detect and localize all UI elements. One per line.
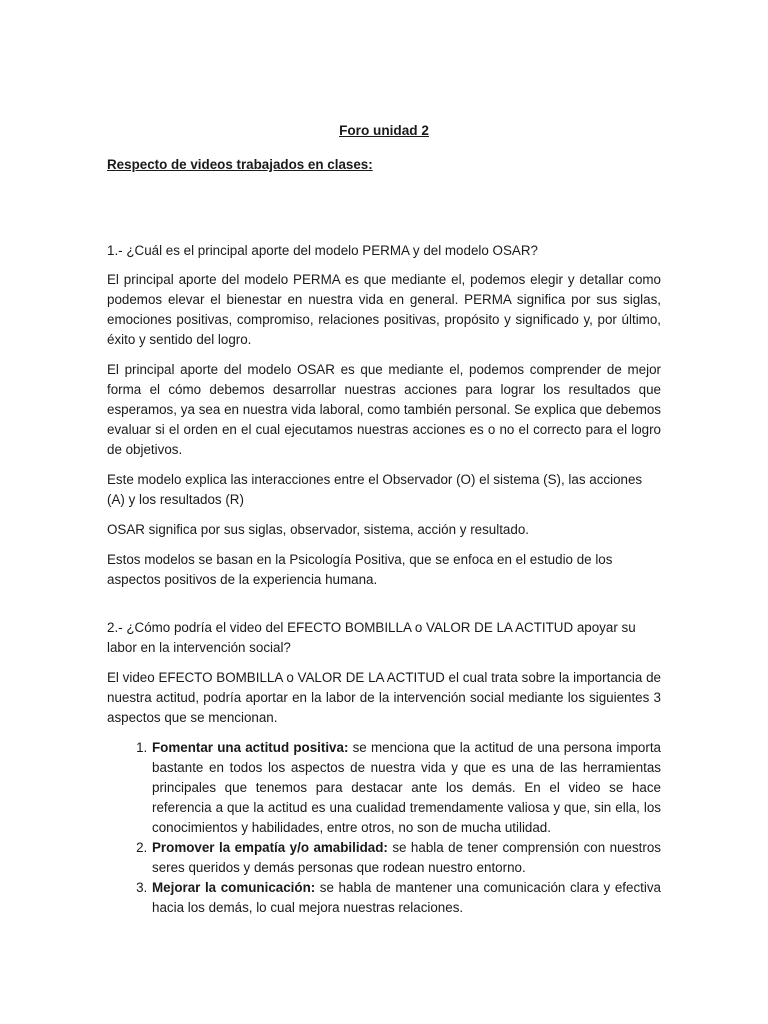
list-item-term: Promover la empatía y/o amabilidad: xyxy=(152,840,388,855)
q1-paragraph: El principal aporte del modelo PERMA es que mediante el, podemos elegir y detallar como podemos elevar el bienestar en nuestra vida en general. PERMA significa por sus siglas, emociones positivas, compromiso, relaciones positivas, propósito y significado y, por último, éxito y sentido del logro. xyxy=(107,272,661,347)
question-2: 2.- ¿Cómo podría el video del EFECTO BOMBILLA o VALOR DE LA ACTITUD apoyar su labor en la intervención social? xyxy=(107,620,636,655)
list-item xyxy=(151,838,661,878)
aspects-list xyxy=(107,738,661,918)
q1-paragraph: Este modelo explica las interacciones entre el Observador (O) el sistema (S), las acciones (A) y los resultados (R) xyxy=(107,472,643,507)
q2-intro: El video EFECTO BOMBILLA o VALOR DE LA ACTITUD el cual trata sobre la importancia de nuestra actitud, podría aportar en la labor de la intervención social mediante los siguientes 3 aspectos que se mencionan. xyxy=(107,670,661,725)
list-item-text: se habla de tener comprensión con nuestros seres queridos y demás personas que rodean nuestro entorno. xyxy=(152,840,661,875)
document-title: Foro unidad 2 xyxy=(339,123,429,138)
list-item-term: Fomentar una actitud positiva: xyxy=(152,740,349,755)
list-item xyxy=(151,878,661,918)
list-item xyxy=(151,738,661,838)
section-subtitle: Respecto de videos trabajados en clases: xyxy=(107,157,373,172)
list-item-term: Mejorar la comunicación: xyxy=(152,880,316,895)
list-item-text: se habla de mantener una comunicación clara y efectiva hacia los demás, lo cual mejora nuestras relaciones. xyxy=(152,880,661,915)
question-1: 1.- ¿Cuál es el principal aporte del modelo PERMA y del modelo OSAR? xyxy=(107,243,538,258)
q1-paragraph: OSAR significa por sus siglas, observador, sistema, acción y resultado. xyxy=(107,522,529,537)
q1-paragraph: El principal aporte del modelo OSAR es que mediante el, podemos comprender de mejor forma el cómo debemos desarrollar nuestras acciones para lograr los resultados que esperamos, ya sea en nuestra vida laboral, como también personal. Se explica que debemos evaluar si el orden en el cual ejecutamos nuestras acciones es o no el correcto para el logro de objetivos. xyxy=(107,362,661,457)
document-body xyxy=(107,241,661,918)
q1-paragraph: Estos modelos se basan en la Psicología Positiva, que se enfoca en el estudio de los aspectos positivos de la experiencia humana. xyxy=(107,552,613,587)
list-item-text: se menciona que la actitud de una persona importa bastante en todos los aspectos de nuestra vida y que es una de las herramientas principales que tenemos para destacar ante los demás. En el video se hace referencia a que la actitud es una cualidad tremendamente valiosa y que, sin ella, los conocimientos y habilidades, entre otros, no son de mucha utilidad. xyxy=(152,740,661,835)
